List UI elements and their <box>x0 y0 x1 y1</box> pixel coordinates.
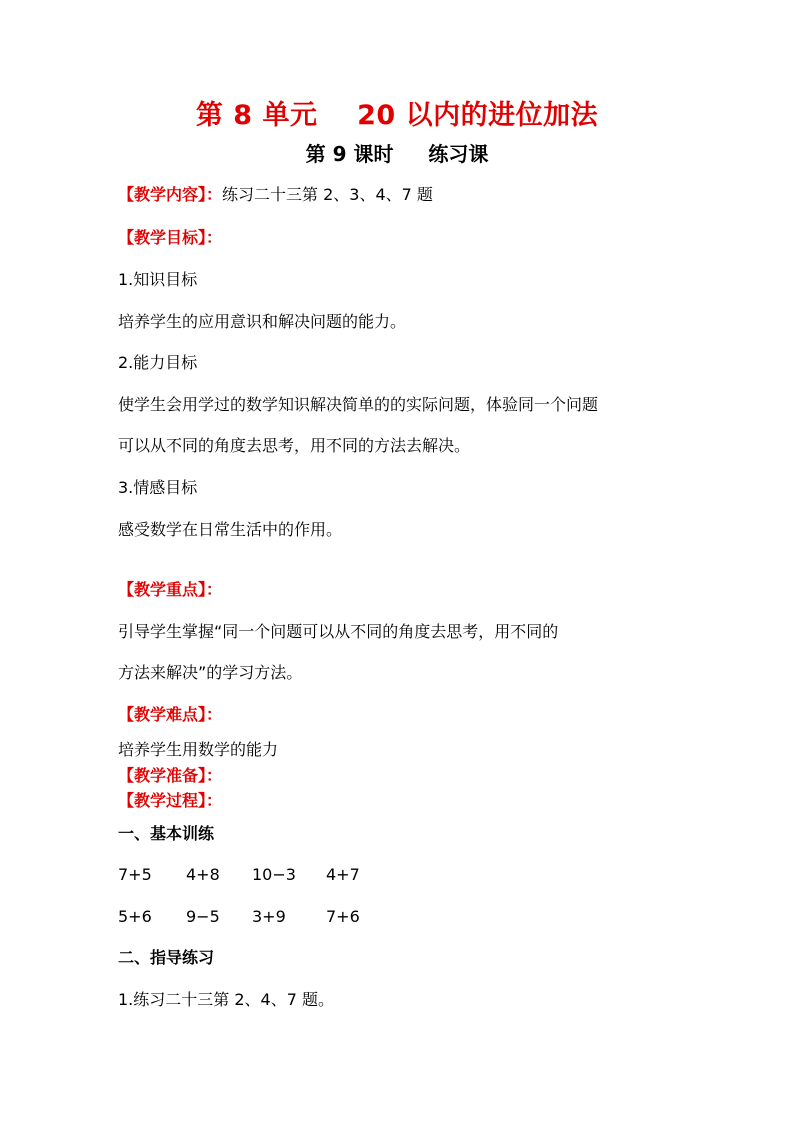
objective-2-text-1: 使学生会用学过的数学知识解决简单的的实际问题，体验同一个问题 <box>118 395 599 414</box>
preparation-heading <box>118 764 222 788</box>
objective-2-text-2: 可以从不同的角度去思考，用不同的方法去解决。 <box>118 436 471 455</box>
key-points-heading <box>118 578 222 602</box>
difficulties-colon: ： <box>206 705 223 724</box>
unit-title: 第 8 单元 20 以内的进位加法 <box>195 100 599 131</box>
objective-1-text: 培养学生的应用意识和解决问题的能力。 <box>118 312 407 331</box>
lesson-subtitle: 第 9 课时 练习课 <box>305 142 489 166</box>
objective-3-heading: 3.情感目标 <box>118 478 198 497</box>
key-points-label: 【教学重点】 <box>118 580 207 599</box>
teaching-content-text: 练习二十三第 2、3、4、7 题 <box>222 185 433 204</box>
process-label: 【教学过程】 <box>118 791 207 810</box>
teaching-content-label: 【教学内容】 <box>118 185 207 204</box>
process-colon: ： <box>206 791 223 810</box>
objectives-colon: ： <box>206 228 223 247</box>
objective-3-text: 感受数学在日常生活中的作用。 <box>118 520 343 539</box>
exercise-item: 5+6 <box>118 907 152 926</box>
exercise-item: 10−3 <box>252 865 296 884</box>
objective-2-heading: 2.能力目标 <box>118 353 198 372</box>
teaching-content-line <box>118 183 433 207</box>
section-basic-training-heading: 一、基本训练 <box>118 824 215 843</box>
exercise-item: 9−5 <box>186 907 220 926</box>
process-heading <box>118 789 222 813</box>
exercise-item: 3+9 <box>252 907 286 926</box>
difficulties-label: 【教学难点】 <box>118 705 207 724</box>
teaching-content-colon: ： <box>206 185 223 204</box>
objective-1-heading: 1.知识目标 <box>118 270 198 289</box>
exercise-item: 7+6 <box>326 907 360 926</box>
preparation-colon: ： <box>206 766 223 785</box>
section-guided-practice-heading: 二、指导练习 <box>118 948 215 967</box>
exercise-row-1 <box>118 863 386 887</box>
guided-practice-text: 1.练习二十三第 2、4、7 题。 <box>118 990 334 1009</box>
exercise-item: 4+8 <box>186 865 220 884</box>
exercise-item: 4+7 <box>326 865 360 884</box>
objectives-label: 【教学目标】 <box>118 228 207 247</box>
preparation-label: 【教学准备】 <box>118 766 207 785</box>
key-points-text-2: 方法来解决”的学习方法。 <box>118 663 303 682</box>
key-points-colon: ： <box>206 580 223 599</box>
difficulties-text: 培养学生用数学的能力 <box>118 740 279 759</box>
exercise-row-2 <box>118 905 386 929</box>
key-points-text-1: 引导学生掌握“同一个问题可以从不同的角度去思考，用不同的 <box>118 622 559 641</box>
exercise-item: 7+5 <box>118 865 152 884</box>
objectives-heading <box>118 226 222 250</box>
difficulties-heading <box>118 703 222 727</box>
